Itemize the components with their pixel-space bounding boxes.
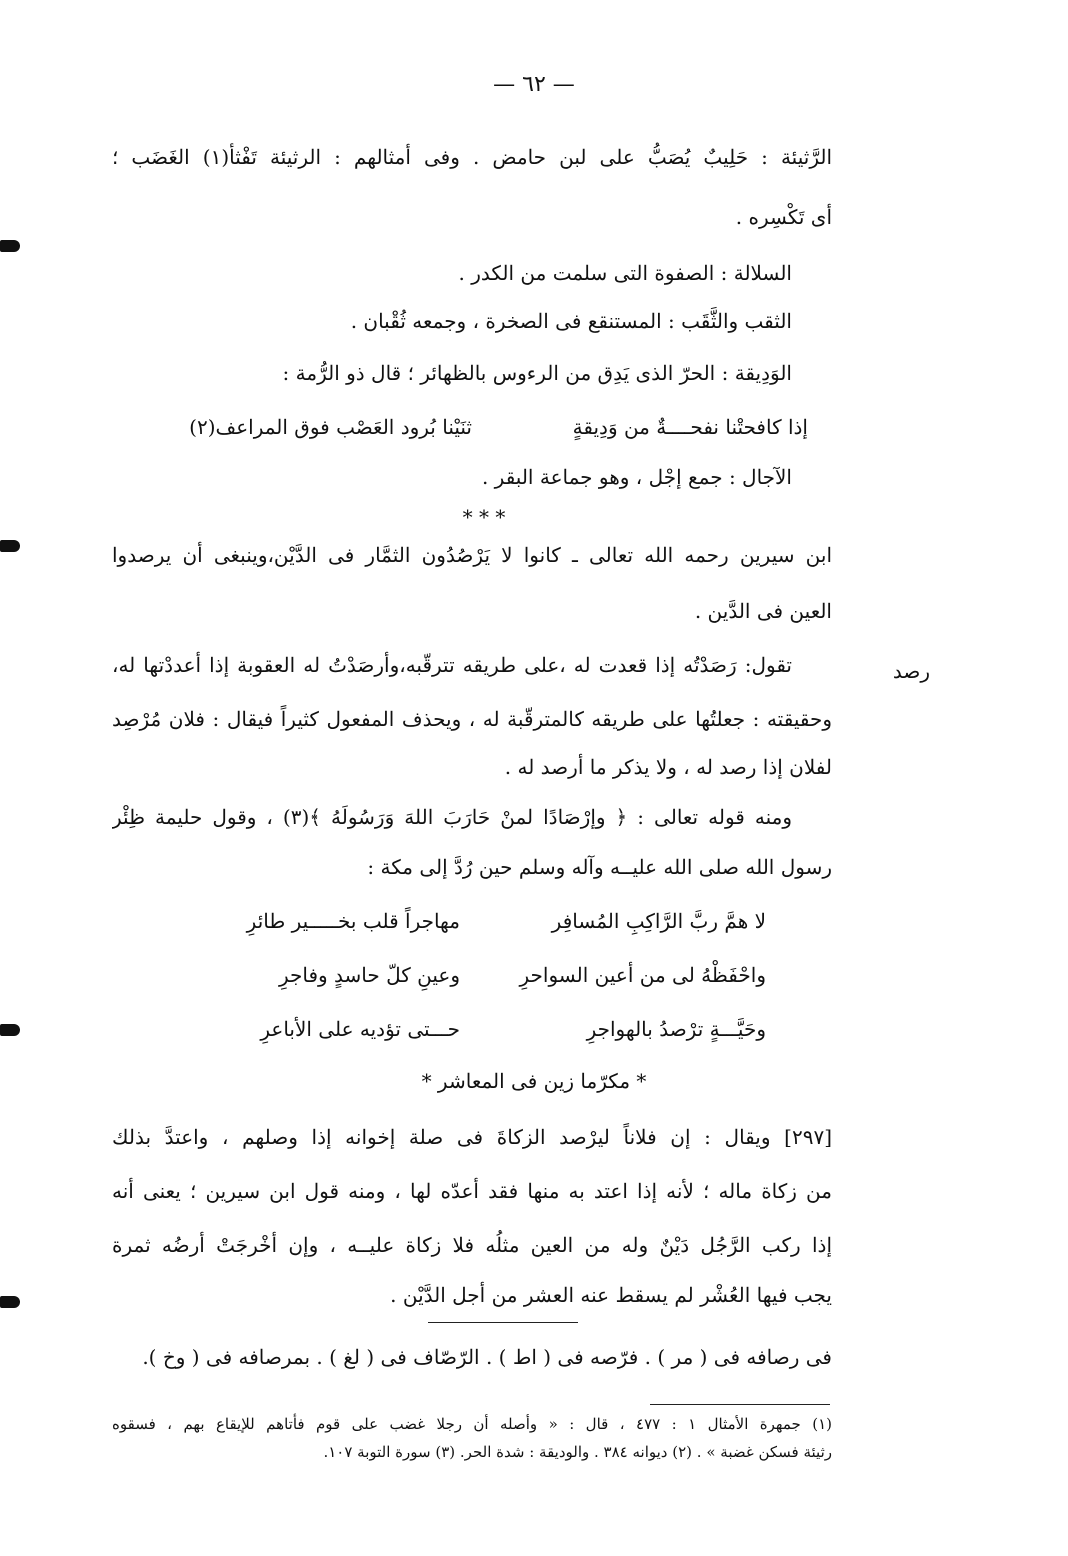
text-line: إذا ركب الرَّجُل دَيْنٌ وله من العين مثلُه فلا زكاة عليــه ، وإن أخْرجَتْ أرضُه ثمرة	[112, 1233, 832, 1257]
footnote-line: رثيئة فسكن غضبة » . (٢) ديوانه ٣٨٤ . والوديقة : شدة الحر. (٣) سورة التوبة ١٠٧.	[323, 1443, 832, 1461]
verse-hemistich: وعينِ كلّ حاسدٍ وفاجرِ	[278, 963, 460, 987]
text-line: تقول: رَصَدْتُه إذا قعدت له ،على طريقه تترقّبه،وأرصَدْتُ له العقوبة إذا أعددْتها له،	[112, 653, 792, 677]
verse-hemistich: إذا كافحتْنا نفحــــةٌ من وَدِيقةٍ	[572, 415, 808, 439]
text-line: أى تَكْسِره .	[735, 205, 832, 229]
scan-mark-icon	[0, 1024, 20, 1036]
scan-mark-icon	[0, 540, 20, 552]
page-number: — ٦٢ —	[493, 72, 575, 97]
margin-note: رصد	[892, 659, 930, 683]
verse-hemistich: حـــتى تؤديه على الأباعرِ	[260, 1017, 460, 1041]
verse-hemistich: ثنَيْنا بُرود العَصْب فوق المراعف(٢)	[189, 415, 472, 439]
separator-rule	[428, 1322, 578, 1323]
text-line: العين فى الدَّين .	[694, 599, 832, 623]
text-line: الرَّثيئة : حَلِيبٌ يُصَبُّ على لبن حامض . وفى أمثالهم : الرثيئة تَفْثأ(١) الغَضَب ؛	[112, 145, 832, 169]
text-line: رسول الله صلى الله عليــه وآله وسلم حين رُدَّ إلى مكة :	[367, 855, 832, 879]
footnote-rule	[650, 1404, 830, 1405]
verse-hemistich: وحَيَّـــةٍ ترْصدُ بالهواجرِ	[586, 1017, 766, 1041]
scan-mark-icon	[0, 1296, 20, 1308]
text-line: ابن سيرين رحمه الله تعالى ـ كانوا لا يَرْصُدُون الثمَّار فى الدَّيْن،وينبغى أن يرصدوا	[112, 543, 832, 567]
text-line: لفلان إذا رصد له ، ولا يذكر ما أرصد له .	[504, 755, 832, 779]
text-line: السلالة : الصفوة التى سلمت من الكدر .	[458, 261, 792, 285]
text-line: ومنه قوله تعالى : ﴿ وإرْصَادًا لمنْ حَارَبَ اللهَ وَرَسُولَهُ ﴾(٣) ، وقول حليمة ظِئْر	[112, 805, 792, 829]
text-line: وحقيقته : جعلتُها على طريقه كالمترقّبة له ، ويحذف المفعول كثيراً فيقال : فلان مُرْصِد	[112, 707, 832, 731]
verse-hemistich: لا همَّ ربَّ الرَّاكِبِ المُسافِر	[551, 909, 766, 933]
verse-hemistich: واحْفَظْهُ لى من أعين السواحرِ	[519, 963, 766, 987]
scan-mark-icon	[0, 240, 20, 252]
section-separator: * * *	[462, 505, 506, 529]
verse-hemistich: مهاجراً قلب بخـــــير طائرِ	[246, 909, 460, 933]
text-line: الثقب والثَّقَب : المستنقع فى الصخرة ، وجمعه ثُقْبان .	[350, 309, 792, 333]
text-line: الآجال : جمع إجْل ، وهو جماعة البقر .	[481, 465, 792, 489]
cross-reference-line: فى رصافه فى ( مر ) . فرّصه فى ( اط ) . الرّصّاف فى ( لغ ) . بمرصافه فى ( وخ ).	[142, 1345, 832, 1369]
verse-line: * مكرّما زين فى المعاشر *	[421, 1069, 647, 1093]
text-line: الوَدِيقة : الحرّ الذى يَدِق من الرءوس بالظهائر ؛ قال ذو الرُّمة :	[282, 361, 792, 385]
footnote-line: (١) جمهرة الأمثال ١ : ٤٧٧ ، قال : « وأصله أن رجلا غضب على قوم فأتاهم للإيقاع بهم ، فسقوه	[112, 1415, 832, 1433]
text-line: من زكاة ماله ؛ لأنه إذا اعتد به منها فقد أعدّه لها ، ومنه قول ابن سيرين ؛ يعنى أنه	[112, 1179, 832, 1203]
text-line: يجب فيها العُشْر لم يسقط عنه العشر من أجل الدَّيْن .	[390, 1283, 832, 1307]
text-line: [٢٩٧] ويقال : إن فلاناً ليرْصد الزكاةَ فى صلة إخوانه إذا وصلهم ، واعتدَّ بذلك	[112, 1125, 832, 1149]
